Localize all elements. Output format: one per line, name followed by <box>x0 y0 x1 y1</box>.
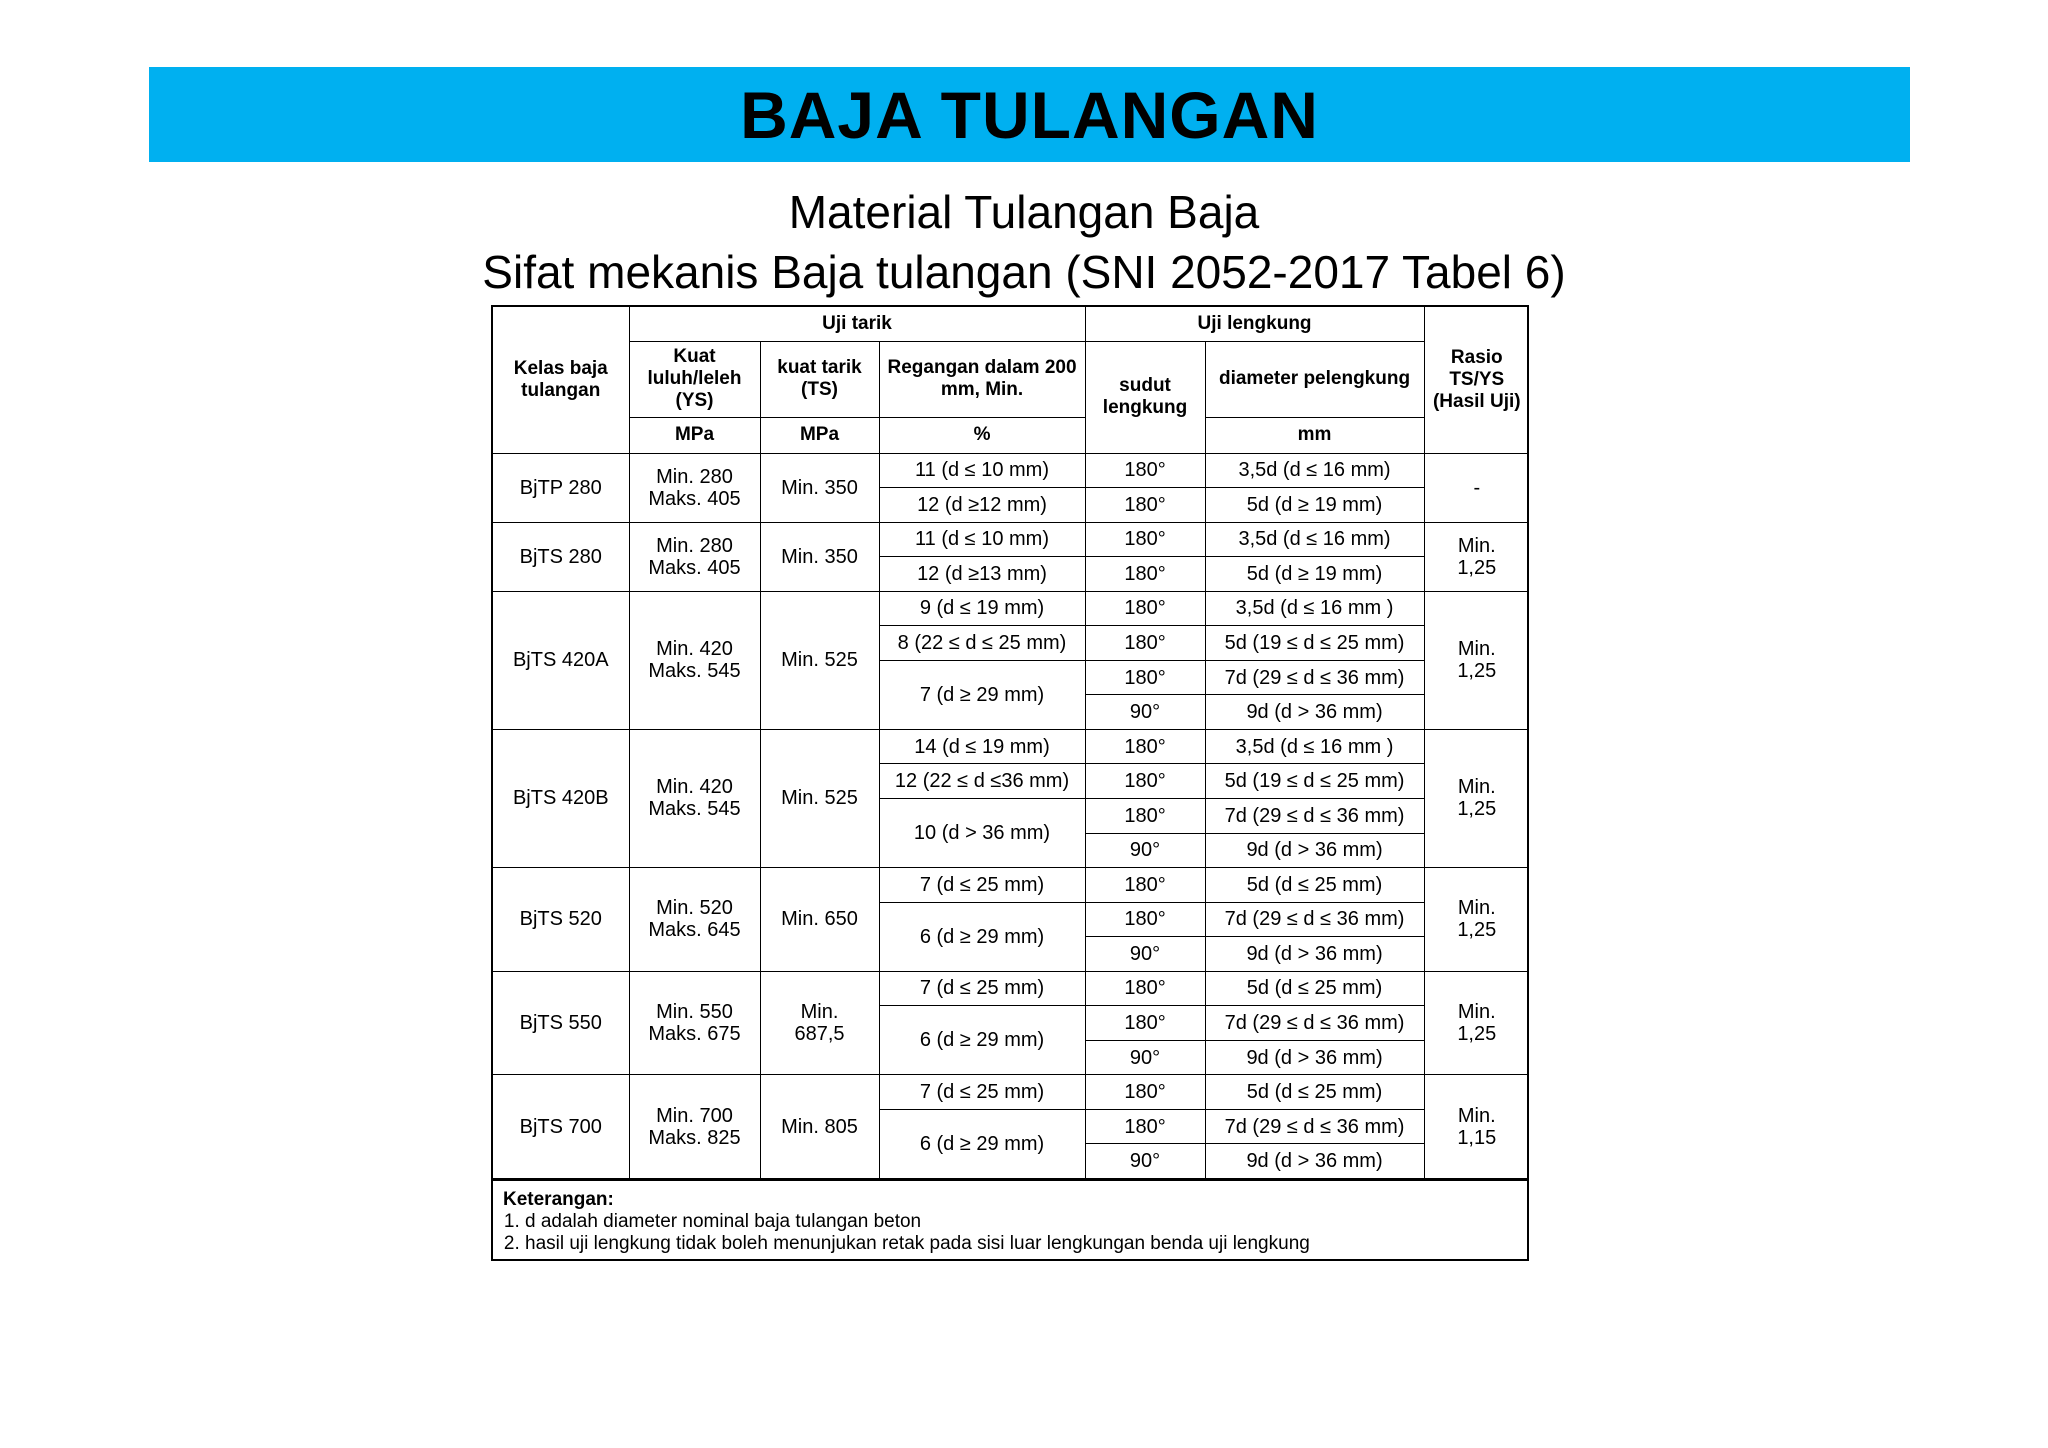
table-row <box>493 591 1529 626</box>
diameter-cell: 9d (d > 36 mm) <box>1205 833 1424 868</box>
diameter-cell: 5d (19 ≤ d ≤ 25 mm) <box>1205 626 1424 661</box>
regangan-cell: 7 (d ≤ 25 mm) <box>879 1075 1085 1110</box>
notes-heading: Keterangan: <box>503 1189 614 1210</box>
header-uji-tarik: Uji tarik <box>629 307 1085 341</box>
kelas-cell: BjTS 550 <box>493 971 629 1075</box>
diameter-cell: 5d (d ≥ 19 mm) <box>1205 557 1424 592</box>
sudut-cell: 180° <box>1085 557 1205 592</box>
sudut-cell: 90° <box>1085 1040 1205 1075</box>
sudut-cell: 180° <box>1085 522 1205 557</box>
diameter-cell: 3,5d (d ≤ 16 mm) <box>1205 522 1424 557</box>
sudut-cell: 180° <box>1085 660 1205 695</box>
header-kelas: Kelas baja tulangan <box>493 307 629 453</box>
page-title: BAJA TULANGAN <box>740 77 1319 152</box>
unit-regangan: % <box>879 417 1085 453</box>
table-row <box>493 971 1529 1006</box>
sudut-cell: 180° <box>1085 971 1205 1006</box>
table-row <box>493 453 1529 488</box>
sudut-cell: 90° <box>1085 833 1205 868</box>
sudut-cell: 90° <box>1085 937 1205 972</box>
ts-cell: Min. 525 <box>760 591 879 729</box>
diameter-cell: 5d (d ≤ 25 mm) <box>1205 971 1424 1006</box>
rasio-cell: Min. 1,25 <box>1424 971 1529 1075</box>
subtitle-material: Material Tulangan Baja <box>788 186 1260 238</box>
diameter-cell: 7d (29 ≤ d ≤ 36 mm) <box>1205 902 1424 937</box>
diameter-cell: 9d (d > 36 mm) <box>1205 937 1424 972</box>
kelas-cell: BjTS 700 <box>493 1075 629 1179</box>
header-diameter: diameter pelengkung <box>1205 341 1424 417</box>
regangan-cell: 10 (d > 36 mm) <box>879 798 1085 867</box>
regangan-cell: 6 (d ≥ 29 mm) <box>879 902 1085 971</box>
notes-list <box>503 1211 1517 1255</box>
regangan-cell: 6 (d ≥ 29 mm) <box>879 1109 1085 1178</box>
diameter-cell: 5d (d ≤ 25 mm) <box>1205 1075 1424 1110</box>
rasio-cell: Min. 1,25 <box>1424 591 1529 729</box>
diameter-cell: 7d (29 ≤ d ≤ 36 mm) <box>1205 1006 1424 1041</box>
sudut-cell: 180° <box>1085 1006 1205 1041</box>
regangan-cell: 11 (d ≤ 10 mm) <box>879 522 1085 557</box>
header-ys: Kuat luluh/leleh (YS) <box>629 341 760 417</box>
header-uji-lengkung: Uji lengkung <box>1085 307 1424 341</box>
rasio-cell: Min. 1,25 <box>1424 522 1529 591</box>
ys-cell: Min. 280 Maks. 405 <box>629 522 760 591</box>
regangan-cell: 9 (d ≤ 19 mm) <box>879 591 1085 626</box>
ys-cell: Min. 420 Maks. 545 <box>629 591 760 729</box>
diameter-cell: 9d (d > 36 mm) <box>1205 1144 1424 1179</box>
kelas-cell: BjTS 520 <box>493 868 629 972</box>
subtitle-standard: Sifat mekanis Baja tulangan (SNI 2052-2017 Tabel 6) <box>482 246 1566 298</box>
sudut-cell: 180° <box>1085 1075 1205 1110</box>
sudut-cell: 180° <box>1085 868 1205 903</box>
rasio-cell: Min. 1,15 <box>1424 1075 1529 1179</box>
regangan-cell: 12 (d ≥12 mm) <box>879 488 1085 523</box>
kelas-cell: BjTS 420B <box>493 729 629 867</box>
header-rasio: Rasio TS/YS (Hasil Uji) <box>1424 307 1529 453</box>
regangan-cell: 7 (d ≤ 25 mm) <box>879 971 1085 1006</box>
diameter-cell: 7d (29 ≤ d ≤ 36 mm) <box>1205 660 1424 695</box>
ys-cell: Min. 700 Maks. 825 <box>629 1075 760 1179</box>
rasio-cell: Min. 1,25 <box>1424 729 1529 867</box>
ts-cell: Min. 650 <box>760 868 879 972</box>
sudut-cell: 180° <box>1085 626 1205 661</box>
sudut-cell: 180° <box>1085 902 1205 937</box>
ts-cell: Min. 350 <box>760 522 879 591</box>
table-row <box>493 1075 1529 1110</box>
table-row <box>493 522 1529 557</box>
ts-cell: Min. 687,5 <box>760 971 879 1075</box>
kelas-cell: BjTS 420A <box>493 591 629 729</box>
spec-table-container <box>491 305 1529 1261</box>
regangan-cell: 8 (22 ≤ d ≤ 25 mm) <box>879 626 1085 661</box>
header-regangan: Regangan dalam 200 mm, Min. <box>879 341 1085 417</box>
diameter-cell: 7d (29 ≤ d ≤ 36 mm) <box>1205 1109 1424 1144</box>
regangan-cell: 14 (d ≤ 19 mm) <box>879 729 1085 764</box>
diameter-cell: 3,5d (d ≤ 16 mm ) <box>1205 729 1424 764</box>
sudut-cell: 90° <box>1085 695 1205 730</box>
sudut-cell: 180° <box>1085 1109 1205 1144</box>
kelas-cell: BjTP 280 <box>493 453 629 522</box>
diameter-cell: 3,5d (d ≤ 16 mm ) <box>1205 591 1424 626</box>
kelas-cell: BjTS 280 <box>493 522 629 591</box>
sudut-cell: 180° <box>1085 591 1205 626</box>
ys-cell: Min. 520 Maks. 645 <box>629 868 760 972</box>
table-notes <box>493 1179 1527 1261</box>
regangan-cell: 12 (22 ≤ d ≤36 mm) <box>879 764 1085 799</box>
regangan-cell: 7 (d ≥ 29 mm) <box>879 660 1085 729</box>
spec-table <box>493 307 1529 1179</box>
diameter-cell: 5d (d ≤ 25 mm) <box>1205 868 1424 903</box>
title-banner <box>149 67 1910 162</box>
ts-cell: Min. 350 <box>760 453 879 522</box>
diameter-cell: 5d (19 ≤ d ≤ 25 mm) <box>1205 764 1424 799</box>
diameter-cell: 9d (d > 36 mm) <box>1205 695 1424 730</box>
ys-cell: Min. 550 Maks. 675 <box>629 971 760 1075</box>
note-item: 1. d adalah diameter nominal baja tulangan beton <box>525 1211 1517 1233</box>
unit-diameter: mm <box>1205 417 1424 453</box>
header-ts: kuat tarik (TS) <box>760 341 879 417</box>
table-row <box>493 868 1529 903</box>
note-item: 2. hasil uji lengkung tidak boleh menunjukan retak pada sisi luar lengkungan benda uji lengkung <box>525 1233 1517 1255</box>
ys-cell: Min. 420 Maks. 545 <box>629 729 760 867</box>
unit-ts: MPa <box>760 417 879 453</box>
rasio-cell: Min. 1,25 <box>1424 868 1529 972</box>
regangan-cell: 12 (d ≥13 mm) <box>879 557 1085 592</box>
diameter-cell: 5d (d ≥ 19 mm) <box>1205 488 1424 523</box>
ys-cell: Min. 280 Maks. 405 <box>629 453 760 522</box>
sudut-cell: 180° <box>1085 488 1205 523</box>
sudut-cell: 180° <box>1085 453 1205 488</box>
sudut-cell: 180° <box>1085 764 1205 799</box>
unit-ys: MPa <box>629 417 760 453</box>
diameter-cell: 7d (29 ≤ d ≤ 36 mm) <box>1205 798 1424 833</box>
sudut-cell: 180° <box>1085 798 1205 833</box>
ts-cell: Min. 525 <box>760 729 879 867</box>
ts-cell: Min. 805 <box>760 1075 879 1179</box>
diameter-cell: 9d (d > 36 mm) <box>1205 1040 1424 1075</box>
header-sudut: sudut lengkung <box>1085 341 1205 453</box>
sudut-cell: 90° <box>1085 1144 1205 1179</box>
sudut-cell: 180° <box>1085 729 1205 764</box>
rasio-cell: - <box>1424 453 1529 522</box>
regangan-cell: 11 (d ≤ 10 mm) <box>879 453 1085 488</box>
regangan-cell: 7 (d ≤ 25 mm) <box>879 868 1085 903</box>
diameter-cell: 3,5d (d ≤ 16 mm) <box>1205 453 1424 488</box>
table-row <box>493 729 1529 764</box>
regangan-cell: 6 (d ≥ 29 mm) <box>879 1006 1085 1075</box>
